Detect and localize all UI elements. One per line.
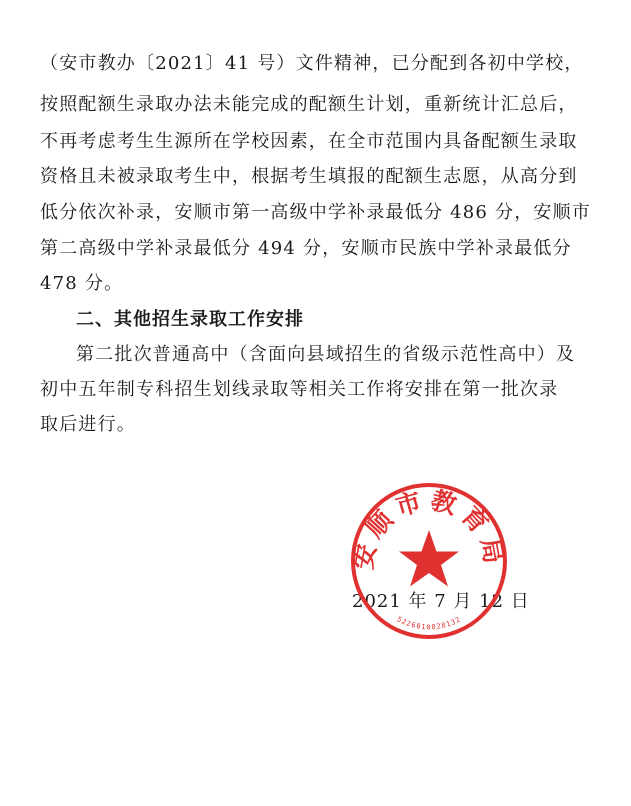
official-seal [348,480,510,642]
section-heading: 二、其他招生录取工作安排 [76,309,304,330]
seal-star-icon [399,530,459,587]
body-line-4: 资格且未被录取考生中，根据考生填报的配额生志愿，从高分到 [40,166,578,187]
seal-text: 安顺市教育局 [348,485,510,572]
body-line-2: 按照配额生录取办法未能完成的配额生计划，重新统计汇总后， [40,94,578,115]
paragraph2-line-3: 取后进行。 [40,414,136,435]
paragraph2-line-1: 第二批次普通高中（含面向县域招生的省级示范性高中）及 [76,344,576,365]
document-date: 2021 年 7 月 12 日 [352,591,530,612]
seal-serial: 5226010028132 [395,615,463,632]
paragraph2-line-2: 初中五年制专科招生划线录取等相关工作将安排在第一批次录 [40,379,559,400]
body-line-3: 不再考虑考生生源所在学校因素，在全市范围内具备配额生录取 [40,131,578,152]
body-line-7: 478 分。 [40,273,124,294]
body-line-6: 第二高级中学补录最低分 494 分，安顺市民族中学补录最低分 [40,238,572,259]
body-line-5: 低分依次补录，安顺市第一高级中学补录最低分 486 分，安顺市 [40,202,591,223]
body-line-1: （安市教办〔2021〕41 号）文件精神，已分配到各初中学校， [40,53,584,74]
